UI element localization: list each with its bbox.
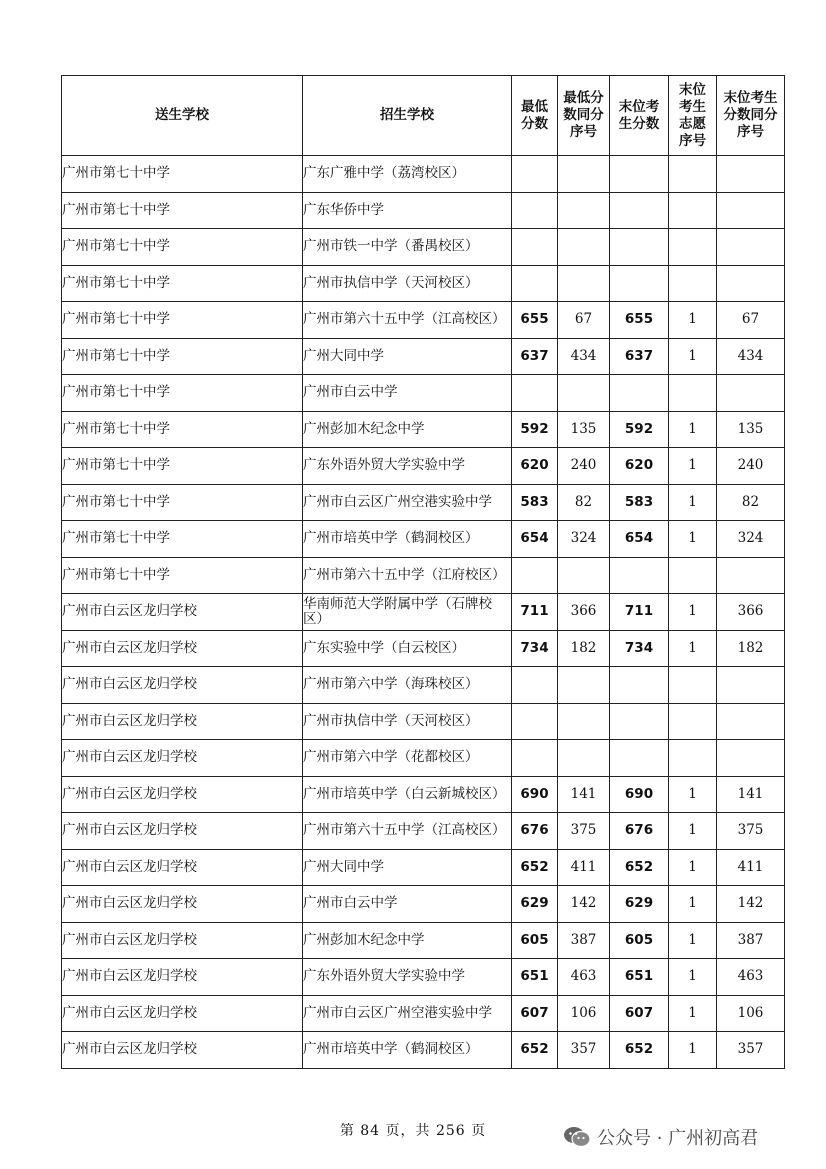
- admitting-school-cell: 广州市第六十五中学（江高校区）: [303, 302, 512, 339]
- min-rank-cell: 434: [558, 338, 610, 375]
- min-score-cell: 592: [512, 411, 558, 448]
- last-rank-cell: [717, 667, 785, 704]
- min-score-cell: 655: [512, 302, 558, 339]
- last-rank-cell: 434: [717, 338, 785, 375]
- last-preference-cell: 1: [669, 448, 717, 485]
- sender-school-cell: 广州市白云区龙归学校: [62, 1032, 303, 1069]
- min-rank-cell: 67: [558, 302, 610, 339]
- table-row: [62, 521, 785, 558]
- last-score-cell: 734: [610, 630, 669, 667]
- last-rank-cell: 324: [717, 521, 785, 558]
- last-preference-cell: [669, 667, 717, 704]
- admitting-school-cell: 广州市第六十五中学（江高校区）: [303, 813, 512, 850]
- last-rank-cell: [717, 156, 785, 193]
- last-preference-cell: 1: [669, 995, 717, 1032]
- last-rank-cell: 387: [717, 922, 785, 959]
- sender-school-cell: 广州市白云区龙归学校: [62, 849, 303, 886]
- last-preference-cell: 1: [669, 849, 717, 886]
- table-row: [62, 849, 785, 886]
- last-rank-cell: [717, 265, 785, 302]
- min-score-cell: 652: [512, 1032, 558, 1069]
- last-score-cell: [610, 375, 669, 412]
- min-rank-cell: [558, 375, 610, 412]
- header-last-preference: 末位 考生 志愿 序号: [669, 76, 717, 156]
- table-row: [62, 959, 785, 996]
- admitting-school-cell: 华南师范大学附属中学（石牌校区）: [303, 594, 512, 631]
- min-score-cell: [512, 740, 558, 777]
- admitting-school-cell: 广州大同中学: [303, 338, 512, 375]
- last-preference-cell: 1: [669, 776, 717, 813]
- min-score-cell: 637: [512, 338, 558, 375]
- admitting-school-cell: 广东外语外贸大学实验中学: [303, 448, 512, 485]
- page-number: 第 84 页，共 256 页: [339, 1123, 487, 1139]
- table-row: [62, 338, 785, 375]
- min-rank-cell: 142: [558, 886, 610, 923]
- last-preference-cell: 1: [669, 1032, 717, 1069]
- min-rank-cell: 106: [558, 995, 610, 1032]
- last-score-cell: 654: [610, 521, 669, 558]
- sender-school-cell: 广州市第七十中学: [62, 411, 303, 448]
- last-score-cell: 676: [610, 813, 669, 850]
- last-score-cell: 655: [610, 302, 669, 339]
- last-rank-cell: 240: [717, 448, 785, 485]
- min-rank-cell: 324: [558, 521, 610, 558]
- sender-school-cell: 广州市白云区龙归学校: [62, 594, 303, 631]
- last-score-cell: 652: [610, 849, 669, 886]
- header-sender-school: 送生学校: [62, 76, 303, 156]
- admitting-school-cell: 广东实验中学（白云校区）: [303, 630, 512, 667]
- last-score-cell: 711: [610, 594, 669, 631]
- admitting-school-cell: 广东华侨中学: [303, 192, 512, 229]
- last-preference-cell: 1: [669, 922, 717, 959]
- min-score-cell: [512, 703, 558, 740]
- sender-school-cell: 广州市第七十中学: [62, 484, 303, 521]
- table-row: [62, 557, 785, 594]
- table-row: [62, 776, 785, 813]
- sender-school-cell: 广州市第七十中学: [62, 192, 303, 229]
- min-score-cell: [512, 265, 558, 302]
- sender-school-cell: 广州市白云区龙归学校: [62, 703, 303, 740]
- last-score-cell: 652: [610, 1032, 669, 1069]
- admitting-school-cell: 广州市第六十五中学（江府校区）: [303, 557, 512, 594]
- min-rank-cell: 141: [558, 776, 610, 813]
- min-score-cell: 734: [512, 630, 558, 667]
- last-rank-cell: [717, 375, 785, 412]
- last-score-cell: [610, 229, 669, 266]
- min-score-cell: 676: [512, 813, 558, 850]
- last-preference-cell: [669, 557, 717, 594]
- last-score-cell: 605: [610, 922, 669, 959]
- sender-school-cell: 广州市白云区龙归学校: [62, 886, 303, 923]
- admitting-school-cell: 广州市第六中学（海珠校区）: [303, 667, 512, 704]
- last-rank-cell: [717, 740, 785, 777]
- last-score-cell: 583: [610, 484, 669, 521]
- sender-school-cell: 广州市第七十中学: [62, 156, 303, 193]
- last-score-cell: [610, 156, 669, 193]
- table-row: [62, 813, 785, 850]
- last-rank-cell: [717, 229, 785, 266]
- header-min-score-rank: 最低分 数同分 序号: [558, 76, 610, 156]
- admitting-school-cell: 广州市白云中学: [303, 886, 512, 923]
- sender-school-cell: 广州市白云区龙归学校: [62, 922, 303, 959]
- table-row: [62, 302, 785, 339]
- min-score-cell: 607: [512, 995, 558, 1032]
- min-score-cell: 629: [512, 886, 558, 923]
- min-rank-cell: 135: [558, 411, 610, 448]
- last-rank-cell: 82: [717, 484, 785, 521]
- admitting-school-cell: 广东广雅中学（荔湾校区）: [303, 156, 512, 193]
- table-row: [62, 594, 785, 631]
- last-preference-cell: 1: [669, 484, 717, 521]
- sender-school-cell: 广州市白云区龙归学校: [62, 630, 303, 667]
- sender-school-cell: 广州市第七十中学: [62, 338, 303, 375]
- table-row: [62, 192, 785, 229]
- last-score-cell: 690: [610, 776, 669, 813]
- admitting-school-cell: 广州市铁一中学（番禺校区）: [303, 229, 512, 266]
- last-rank-cell: 135: [717, 411, 785, 448]
- last-preference-cell: [669, 265, 717, 302]
- min-score-cell: [512, 156, 558, 193]
- last-rank-cell: [717, 703, 785, 740]
- table-row: [62, 995, 785, 1032]
- last-rank-cell: 411: [717, 849, 785, 886]
- last-preference-cell: [669, 192, 717, 229]
- table-row: [62, 375, 785, 412]
- sender-school-cell: 广州市白云区龙归学校: [62, 959, 303, 996]
- min-rank-cell: [558, 265, 610, 302]
- table-row: [62, 740, 785, 777]
- table-row: [62, 703, 785, 740]
- table-row: [62, 886, 785, 923]
- admitting-school-cell: 广州市培英中学（鹤洞校区）: [303, 521, 512, 558]
- sender-school-cell: 广州市第七十中学: [62, 557, 303, 594]
- last-score-cell: [610, 557, 669, 594]
- last-preference-cell: 1: [669, 521, 717, 558]
- last-score-cell: 607: [610, 995, 669, 1032]
- min-score-cell: 620: [512, 448, 558, 485]
- min-score-cell: [512, 667, 558, 704]
- admitting-school-cell: 广州市白云区广州空港实验中学: [303, 995, 512, 1032]
- header-last-score: 末位考 生分数: [610, 76, 669, 156]
- admitting-school-cell: 广州市培英中学（鹤洞校区）: [303, 1032, 512, 1069]
- last-score-cell: 651: [610, 959, 669, 996]
- last-preference-cell: 1: [669, 630, 717, 667]
- last-preference-cell: 1: [669, 959, 717, 996]
- last-score-cell: [610, 192, 669, 229]
- header-last-score-rank: 末位考生 分数同分 序号: [717, 76, 785, 156]
- min-score-cell: 654: [512, 521, 558, 558]
- admitting-school-cell: 广州市执信中学（天河校区）: [303, 703, 512, 740]
- last-score-cell: [610, 740, 669, 777]
- table-row: [62, 922, 785, 959]
- table-row: [62, 411, 785, 448]
- watermark: [563, 1124, 758, 1150]
- table-row: [62, 484, 785, 521]
- sender-school-cell: 广州市第七十中学: [62, 265, 303, 302]
- wechat-icon: [563, 1126, 591, 1148]
- min-score-cell: 605: [512, 922, 558, 959]
- min-rank-cell: 366: [558, 594, 610, 631]
- min-rank-cell: 411: [558, 849, 610, 886]
- min-rank-cell: 357: [558, 1032, 610, 1069]
- last-rank-cell: 142: [717, 886, 785, 923]
- admitting-school-cell: 广州市白云区广州空港实验中学: [303, 484, 512, 521]
- min-rank-cell: [558, 667, 610, 704]
- header-admitting-school: 招生学校: [303, 76, 512, 156]
- last-preference-cell: 1: [669, 813, 717, 850]
- admitting-school-cell: 广州彭加木纪念中学: [303, 411, 512, 448]
- table-header-row: [62, 76, 785, 156]
- min-score-cell: [512, 557, 558, 594]
- table-row: [62, 630, 785, 667]
- table-row: [62, 667, 785, 704]
- sender-school-cell: 广州市第七十中学: [62, 521, 303, 558]
- last-rank-cell: 375: [717, 813, 785, 850]
- last-score-cell: [610, 667, 669, 704]
- min-rank-cell: 375: [558, 813, 610, 850]
- last-preference-cell: 1: [669, 338, 717, 375]
- last-score-cell: 637: [610, 338, 669, 375]
- min-score-cell: 651: [512, 959, 558, 996]
- last-preference-cell: 1: [669, 594, 717, 631]
- last-rank-cell: [717, 557, 785, 594]
- min-rank-cell: 240: [558, 448, 610, 485]
- min-score-cell: 583: [512, 484, 558, 521]
- min-rank-cell: [558, 703, 610, 740]
- last-preference-cell: [669, 229, 717, 266]
- last-preference-cell: 1: [669, 886, 717, 923]
- sender-school-cell: 广州市白云区龙归学校: [62, 776, 303, 813]
- last-score-cell: 592: [610, 411, 669, 448]
- last-rank-cell: [717, 192, 785, 229]
- sender-school-cell: 广州市白云区龙归学校: [62, 995, 303, 1032]
- last-rank-cell: 67: [717, 302, 785, 339]
- last-preference-cell: [669, 703, 717, 740]
- last-score-cell: [610, 703, 669, 740]
- last-rank-cell: 357: [717, 1032, 785, 1069]
- table-row: [62, 156, 785, 193]
- last-preference-cell: 1: [669, 302, 717, 339]
- min-rank-cell: [558, 229, 610, 266]
- admission-table: [61, 75, 785, 1069]
- min-rank-cell: 82: [558, 484, 610, 521]
- last-preference-cell: [669, 740, 717, 777]
- last-score-cell: 629: [610, 886, 669, 923]
- min-score-cell: [512, 375, 558, 412]
- sender-school-cell: 广州市白云区龙归学校: [62, 667, 303, 704]
- min-rank-cell: 387: [558, 922, 610, 959]
- sender-school-cell: 广州市第七十中学: [62, 375, 303, 412]
- last-rank-cell: 141: [717, 776, 785, 813]
- admitting-school-cell: 广州市培英中学（白云新城校区）: [303, 776, 512, 813]
- min-rank-cell: [558, 156, 610, 193]
- min-rank-cell: 463: [558, 959, 610, 996]
- min-score-cell: 711: [512, 594, 558, 631]
- admitting-school-cell: 广州市白云中学: [303, 375, 512, 412]
- admitting-school-cell: 广州市执信中学（天河校区）: [303, 265, 512, 302]
- last-preference-cell: [669, 375, 717, 412]
- last-score-cell: 620: [610, 448, 669, 485]
- last-preference-cell: [669, 156, 717, 193]
- admitting-school-cell: 广东外语外贸大学实验中学: [303, 959, 512, 996]
- min-score-cell: 652: [512, 849, 558, 886]
- last-rank-cell: 366: [717, 594, 785, 631]
- last-rank-cell: 106: [717, 995, 785, 1032]
- sender-school-cell: 广州市第七十中学: [62, 229, 303, 266]
- min-rank-cell: 182: [558, 630, 610, 667]
- sender-school-cell: 广州市第七十中学: [62, 302, 303, 339]
- admitting-school-cell: 广州彭加木纪念中学: [303, 922, 512, 959]
- min-score-cell: 690: [512, 776, 558, 813]
- table-row: [62, 229, 785, 266]
- last-score-cell: [610, 265, 669, 302]
- min-rank-cell: [558, 557, 610, 594]
- table-row: [62, 448, 785, 485]
- sender-school-cell: 广州市第七十中学: [62, 448, 303, 485]
- admitting-school-cell: 广州大同中学: [303, 849, 512, 886]
- admitting-school-cell: 广州市第六中学（花都校区）: [303, 740, 512, 777]
- last-preference-cell: 1: [669, 411, 717, 448]
- min-score-cell: [512, 229, 558, 266]
- last-rank-cell: 182: [717, 630, 785, 667]
- table-row: [62, 1032, 785, 1069]
- min-rank-cell: [558, 740, 610, 777]
- min-rank-cell: [558, 192, 610, 229]
- last-rank-cell: 463: [717, 959, 785, 996]
- sender-school-cell: 广州市白云区龙归学校: [62, 813, 303, 850]
- header-min-score: 最低 分数: [512, 76, 558, 156]
- min-score-cell: [512, 192, 558, 229]
- table-row: [62, 265, 785, 302]
- sender-school-cell: 广州市白云区龙归学校: [62, 740, 303, 777]
- watermark-text: 公众号 · 广州初高君: [597, 1128, 759, 1149]
